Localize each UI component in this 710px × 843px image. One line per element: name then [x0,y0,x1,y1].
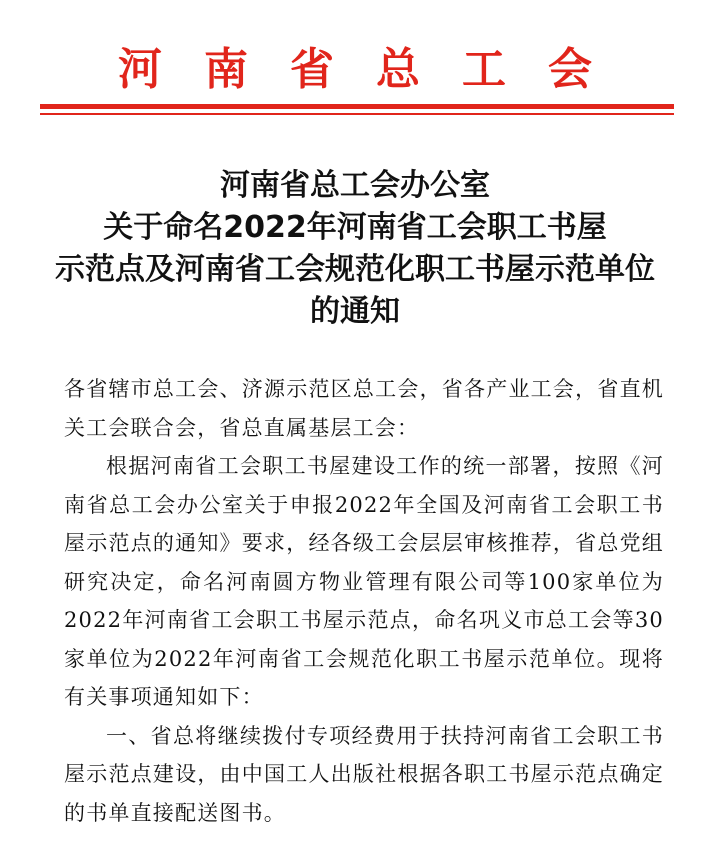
letterhead-org-name: 河南省总工会 [118,44,634,95]
document-body [64,370,664,832]
addressee-paragraph: 各省辖市总工会、济源示范区总工会，省各产业工会，省直机关工会联合会，省总直属基层工会： [64,377,664,440]
title-line-3: 示范点及河南省工会规范化职工书屋示范单位 [55,252,655,287]
title-line-2: 关于命名2022年河南省工会职工书屋 [103,210,607,245]
document-title [40,165,670,333]
title-line-4: 的通知 [310,294,400,329]
title-line-1: 河南省总工会办公室 [220,168,490,203]
body-paragraph-1: 根据河南省工会职工书屋建设工作的统一部署，按照《河南省总工会办公室关于申报2022年全国及河南省工会职工书屋示范点的通知》要求，经各级工会层层审核推荐，省总党组研究决定，命名河南圆方物业管理有限公司等100家单位为2022年河南省工会职工书屋示范点，命名巩义市总工会等30家单位为2022年河南省工会规范化职工书屋示范单位。现将有关事项通知如下： [64,454,664,709]
letterhead-red-rule-thick [40,104,674,109]
body-paragraph-2: 一、省总将继续拨付专项经费用于扶持河南省工会职工书屋示范点建设，由中国工人出版社根据各职工书屋示范点确定的书单直接配送图书。 [64,723,664,825]
letterhead-red-rule-thin [40,113,674,115]
